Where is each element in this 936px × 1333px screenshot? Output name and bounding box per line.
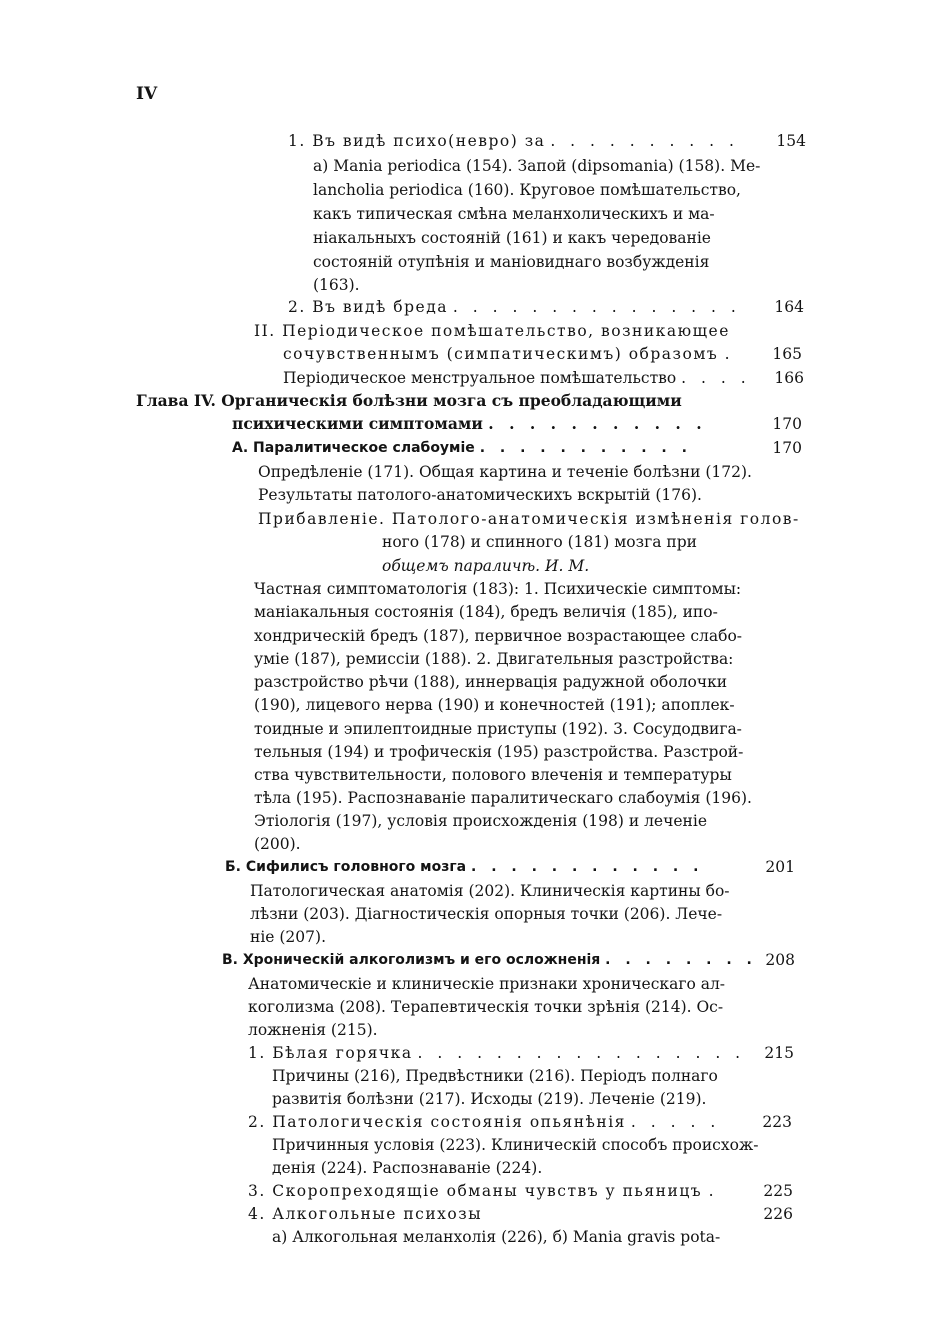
toc-subline: а) Алкогольная меланхолія (226), б) Mania gravis pota- — [272, 1228, 721, 1246]
toc-subline: ніакальныхъ состояній (161) и какъ чередованіе — [313, 229, 711, 247]
toc-subline: коголизма (208). Терапевтическія точки зрѣнія (214). Ос- — [248, 998, 724, 1016]
toc-subline: маніакальныя состоянія (184), бредъ величія (185), ипо- — [254, 603, 718, 621]
toc-entry: 2. Патологическія состоянія опьянѣнія . . . . . — [248, 1113, 721, 1131]
toc-subline: тельныя (194) и трофическія (195) разстройства. Разстрой- — [254, 743, 744, 761]
toc-subline: Этіологія (197), условія происхожденія (198) и леченіе — [254, 812, 707, 830]
page-number: 154 — [776, 132, 806, 150]
toc-subline: ложненія (215). — [248, 1021, 378, 1039]
chapter-title: психическими симптомами . . . . . . . . . . . — [232, 414, 707, 433]
page-number: 226 — [763, 1205, 793, 1223]
page-number: 164 — [774, 298, 804, 316]
page-number: 225 — [763, 1182, 793, 1200]
toc-subline: Опредѣленіе (171). Общая картина и теченіе болѣзни (172). — [258, 463, 752, 481]
toc-subline: Частная симптоматологія (183): 1. Психическіе симптомы: — [254, 580, 742, 598]
toc-entry: 2. Въ видѣ бреда . . . . . . . . . . . . . . . — [288, 298, 741, 316]
toc-subline: Причины (216), Предвѣстники (216). Періодъ полнаго — [272, 1067, 718, 1085]
toc-subline: состояній отупѣнія и маніовиднаго возбужденія — [313, 253, 710, 271]
toc-entry: 4. Алкогольные психозы — [248, 1205, 483, 1223]
toc-entry: Періодическое менструальное помѣшательство . . . . — [283, 369, 751, 387]
page-number: 170 — [772, 439, 802, 457]
toc-subline: ного (178) и спинного (181) мозга при — [382, 533, 697, 551]
toc-entry: 1. Въ видѣ психо(невро) за . . . . . . . . . . — [288, 132, 739, 150]
toc-subline: уміе (187), ремиссіи (188). 2. Двигательныя разстройства: — [254, 650, 734, 668]
toc-subline: лѣзни (203). Діагностическія опорныя точки (206). Лече- — [250, 905, 723, 923]
toc-subline: какъ типическая смѣна меланхолическихъ и ма- — [313, 205, 715, 223]
toc-subline: хондрическій бредъ (187), первичное возрастающее слабо- — [254, 627, 743, 645]
toc-subline: ства чувствительности, полового влеченія и температуры — [254, 766, 732, 784]
toc-subline: тѣла (195). Распознаваніе паралитическаго слабоумія (196). — [254, 789, 752, 807]
toc-subline: (163). — [313, 276, 360, 294]
toc-subline: общемъ параличѣ. И. М. — [382, 557, 590, 575]
page-number: 166 — [774, 369, 804, 387]
toc-subline: ніе (207). — [250, 928, 326, 946]
toc-subline: Патологическая анатомія (202). Клиническія картины бо- — [250, 882, 730, 900]
toc-subline: Причинныя условія (223). Клиническій способъ происхож- — [272, 1136, 759, 1154]
toc-subline: (190), лицевого нерва (190) и конечностей (191); апоплек- — [254, 696, 735, 714]
toc-entry: 1. Бѣлая горячка . . . . . . . . . . . . . . . . . — [248, 1044, 746, 1062]
page-number: 201 — [765, 858, 795, 876]
page-number: 223 — [762, 1113, 792, 1131]
toc-subline: а) Mania periodica (154). Запой (dipsomania) (158). Me- — [313, 157, 761, 175]
toc-subline: Прибавленіе. Патолого-анатомическія измѣненія голов- — [258, 510, 800, 528]
section-heading: Б. Сифилисъ головного мозга . . . . . . . . . . . . — [225, 859, 704, 875]
toc-subline: разстройство рѣчи (188), иннервація радужной оболочки — [254, 673, 728, 691]
page-header: IV — [136, 84, 158, 104]
toc-subline: lancholia periodica (160). Круговое помѣшательство, — [313, 181, 741, 199]
toc-subline: (200). — [254, 835, 301, 853]
toc-subline: Анатомическіе и клиническіе признаки хроническаго ал- — [248, 975, 726, 993]
toc-entry: сочувственнымъ (симпатическимъ) образомъ . — [283, 345, 732, 363]
section-heading: В. Хроническій алкоголизмъ и его осложненія . . . . . . . . — [222, 952, 757, 968]
page-number: 165 — [772, 345, 802, 363]
chapter-title: Глава IV. Органическія болѣзни мозга съ преобладающими — [136, 391, 682, 410]
page-number: 208 — [765, 951, 795, 969]
section-heading: А. Паралитическое слабоуміе . . . . . . . . . . . — [232, 440, 692, 456]
toc-subline: денія (224). Распознаваніе (224). — [272, 1159, 543, 1177]
toc-subline: развитія болѣзни (217). Исходы (219). Леченіе (219). — [272, 1090, 707, 1108]
page-number: 215 — [764, 1044, 794, 1062]
toc-entry: 3. Скоропреходящіе обманы чувствъ у пьяницъ . — [248, 1182, 715, 1200]
toc-subline: тоидные и эпилептоидные приступы (192). 3. Сосудодвига- — [254, 720, 742, 738]
page-number: 170 — [772, 415, 802, 433]
toc-subline: Результаты патолого-анатомическихъ вскрытій (176). — [258, 486, 702, 504]
toc-entry: II. Періодическое помѣшательство, возникающее — [254, 322, 730, 340]
